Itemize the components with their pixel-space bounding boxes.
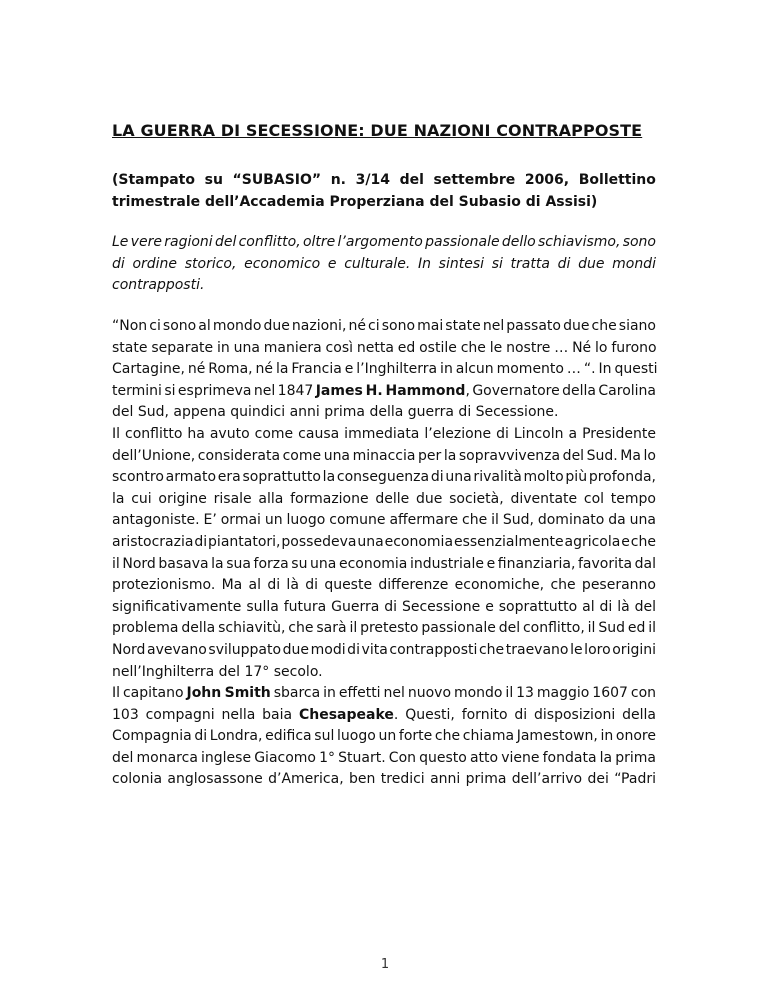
body-line — [112, 640, 656, 662]
line-text: il Nord basava la sua forza su una economia industriale e finanziaria, favorita dal — [112, 555, 656, 572]
body-line — [112, 597, 656, 619]
word: si — [491, 255, 503, 272]
line-text: Le vere ragioni del conflitto, oltre l’argomento passionale dello schiavismo, sono — [112, 234, 656, 250]
line-text: colonia anglosassone d’America, ben tredici anni prima dell’arrivo dei “Padri — [112, 771, 656, 788]
line-text — [112, 705, 656, 727]
body-line — [112, 381, 656, 403]
line-text: del monarca inglese Giacomo 1° Stuart. Con questo atto viene fondata la prima — [112, 749, 656, 766]
abstract-line — [112, 232, 656, 254]
body-line — [112, 446, 656, 468]
text-run: Il capitano — [112, 685, 187, 702]
body-line — [112, 705, 656, 727]
line-text: protezionismo. Ma al di là di queste differenze economiche, che peseranno — [112, 577, 656, 594]
word: settembre — [433, 172, 516, 188]
person-name-hammond: James H. Hammond — [315, 382, 466, 399]
line-text: scontro armato era soprattutto la conseguenza di una rivalità molto più profonda, — [112, 469, 656, 486]
body-line — [112, 769, 656, 791]
word: di — [557, 255, 571, 272]
line-text — [112, 381, 656, 403]
line-text: Il conflitto ha avuto come causa immediata l’elezione di Lincoln a Presidente — [112, 425, 656, 442]
abstract — [112, 232, 656, 297]
abstract-line — [112, 275, 656, 297]
body-line — [112, 424, 656, 446]
body-line — [112, 316, 656, 338]
source-line — [112, 170, 656, 192]
word: storico, — [184, 255, 237, 272]
word: (Stampato — [112, 172, 195, 188]
word: Bollettino — [578, 172, 656, 188]
word: due — [578, 255, 605, 272]
word: di — [112, 255, 125, 272]
line-text: trimestrale dell’Accademia Properziana del Subasio di Assisi) — [112, 193, 598, 210]
line-text: Compagnia di Londra, edifica sul luogo un forte che chiama Jamestown, in onore — [112, 728, 656, 745]
text-run: 103 compagni nella baia — [112, 706, 299, 723]
article-body — [112, 316, 656, 791]
line-text: Cartagine, né Roma, né la Francia e l’Inghilterra in alcun momento … “. In questi — [112, 361, 658, 378]
body-line — [112, 662, 656, 684]
body-line — [112, 683, 656, 705]
body-line — [112, 726, 656, 748]
text-run: termini si esprimeva nel 1847 — [112, 382, 316, 399]
source-line — [112, 192, 656, 214]
word: tratta — [510, 255, 550, 272]
word: mondi — [612, 255, 656, 272]
line-text: state separate in una maniera così netta ed ostile che le nostre … Né lo furono — [112, 339, 657, 356]
line-text: Nord avevano sviluppato due modi di vita contrapposti che traevano le loro origini — [112, 641, 656, 658]
word: del — [399, 172, 424, 188]
line-text: nell’Inghilterra del 17° secolo. — [112, 663, 323, 680]
line-text: “Non ci sono al mondo due nazioni, né ci sono mai state nel passato due che siano — [112, 318, 656, 334]
line-text: problema della schiavitù, che sarà il pretesto passionale del conflitto, il Sud ed il — [112, 620, 656, 637]
word: 3/14 — [355, 172, 390, 188]
body-line — [112, 618, 656, 640]
body-line — [112, 359, 656, 381]
word: ordine — [132, 255, 178, 272]
word: sintesi — [438, 255, 485, 272]
word: n. — [330, 172, 346, 188]
body-line — [112, 489, 656, 511]
word: In — [417, 255, 431, 272]
line-text: dell’Unione, considerata come una minaccia per la sopravvivenza del Sud. Ma lo — [112, 447, 656, 464]
body-line — [112, 402, 656, 424]
body-line — [112, 467, 656, 489]
body-line — [112, 510, 656, 532]
line-text — [112, 683, 656, 705]
word: su — [204, 172, 223, 188]
text-run: , Governatore della Carolina — [465, 382, 656, 399]
line-text: antagoniste. E’ ormai un luogo comune affermare che il Sud, dominato da una — [112, 512, 656, 529]
page-title: LA GUERRA DI SECESSIONE: DUE NAZIONI CONTRAPPOSTE — [112, 121, 643, 140]
page-number: 1 — [380, 957, 390, 972]
text-run: sbarca in effetti nel nuovo mondo il 13 maggio 1607 con — [270, 685, 657, 702]
word: culturale. — [344, 255, 411, 272]
abstract-line — [112, 254, 656, 276]
body-line — [112, 338, 656, 360]
line-text: contrapposti. — [112, 277, 205, 294]
text-run: . Questi, fornito di disposizioni della — [393, 706, 656, 723]
line-text: significativamente sulla futura Guerra di Secessione e soprattutto al di là del — [112, 598, 656, 615]
word: economico — [244, 255, 321, 272]
word: “SUBASIO” — [232, 172, 322, 188]
body-line — [112, 532, 656, 554]
person-name-john-smith: John Smith — [186, 685, 271, 702]
word: e — [327, 255, 337, 272]
body-line — [112, 575, 656, 597]
source-note — [112, 170, 656, 213]
place-name-chesapeake: Chesapeake — [298, 706, 394, 723]
body-line — [112, 554, 656, 576]
line-text: la cui origine risale alla formazione delle due società, diventate col tempo — [112, 490, 656, 507]
line-text: del Sud, appena quindici anni prima della guerra di Secessione. — [112, 404, 559, 421]
body-line — [112, 748, 656, 770]
word: 2006, — [524, 172, 570, 188]
line-text: aristocrazia di piantatori, possedeva una economia essenzialmente agricola e che — [112, 533, 656, 550]
